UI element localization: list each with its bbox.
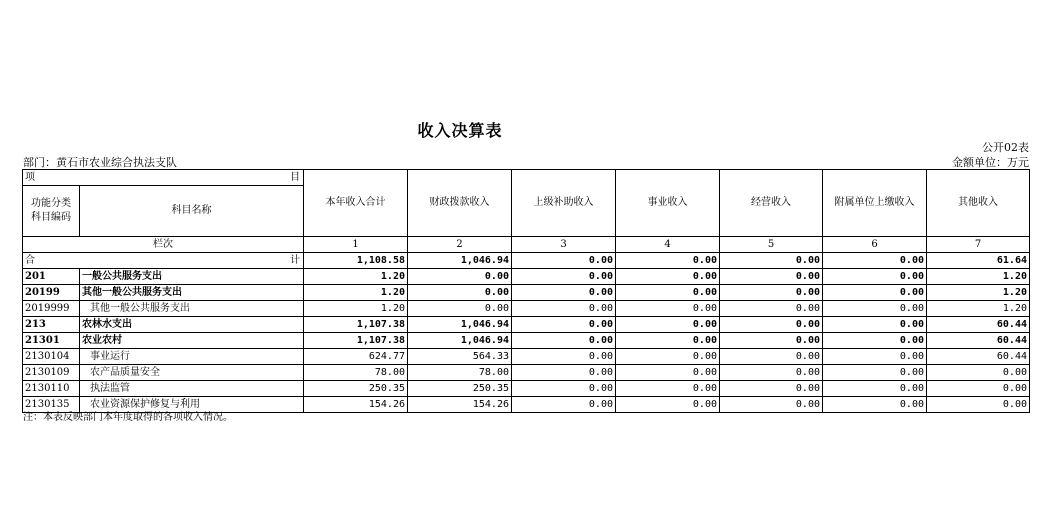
amount-cell: 624.77 bbox=[304, 349, 408, 365]
col-header-4: 事业收入 bbox=[616, 170, 720, 237]
table-row bbox=[23, 285, 1030, 301]
amount-cell: 250.35 bbox=[304, 381, 408, 397]
col-header-3: 上级补助收入 bbox=[512, 170, 616, 237]
table-row bbox=[23, 333, 1030, 349]
amount-cell: 0.00 bbox=[720, 381, 823, 397]
amount-cell: 0.00 bbox=[616, 301, 720, 317]
subject-name-cell: 农产品质量安全 bbox=[80, 365, 304, 381]
total-value: 1,046.94 bbox=[408, 253, 512, 269]
amount-cell: 0.00 bbox=[823, 285, 927, 301]
amount-cell: 1,107.38 bbox=[304, 317, 408, 333]
amount-cell: 60.44 bbox=[927, 349, 1030, 365]
amount-unit-label: 金额单位：万元 bbox=[952, 156, 1029, 169]
amount-cell: 0.00 bbox=[720, 333, 823, 349]
col-header-2: 财政拨款收入 bbox=[408, 170, 512, 237]
subject-name-cell: 一般公共服务支出 bbox=[80, 269, 304, 285]
amount-cell: 1.20 bbox=[304, 285, 408, 301]
report-title: 收入决算表 bbox=[417, 121, 503, 140]
amount-cell: 0.00 bbox=[927, 365, 1030, 381]
table-row bbox=[23, 269, 1030, 285]
amount-cell: 0.00 bbox=[512, 285, 616, 301]
col-header-5: 经营收入 bbox=[720, 170, 823, 237]
amount-cell: 564.33 bbox=[408, 349, 512, 365]
table-row bbox=[23, 349, 1030, 365]
total-label-right: 计 bbox=[290, 254, 300, 266]
total-value: 0.00 bbox=[823, 253, 927, 269]
amount-cell: 60.44 bbox=[927, 333, 1030, 349]
amount-cell: 0.00 bbox=[823, 397, 927, 413]
func-code-cell: 213 bbox=[23, 317, 80, 333]
col-num-2: 2 bbox=[408, 237, 512, 253]
amount-cell: 0.00 bbox=[512, 349, 616, 365]
amount-cell: 78.00 bbox=[304, 365, 408, 381]
amount-cell: 0.00 bbox=[512, 333, 616, 349]
func-code-cell: 2130135 bbox=[23, 397, 80, 413]
amount-cell: 0.00 bbox=[616, 349, 720, 365]
amount-cell: 1.20 bbox=[304, 269, 408, 285]
item-header-right: 目 bbox=[290, 171, 300, 183]
amount-cell: 0.00 bbox=[720, 269, 823, 285]
item-header-cell bbox=[23, 170, 304, 186]
col-num-3: 3 bbox=[512, 237, 616, 253]
amount-cell: 0.00 bbox=[927, 381, 1030, 397]
header-row-item bbox=[23, 170, 1030, 186]
amount-cell: 0.00 bbox=[616, 381, 720, 397]
column-label: 栏次 bbox=[23, 237, 304, 253]
amount-cell: 0.00 bbox=[616, 333, 720, 349]
amount-cell: 1.20 bbox=[304, 301, 408, 317]
amount-cell: 0.00 bbox=[823, 381, 927, 397]
form-number: 公开02表 bbox=[982, 141, 1029, 154]
amount-cell: 0.00 bbox=[512, 301, 616, 317]
total-label-cell bbox=[23, 253, 304, 269]
col-num-1: 1 bbox=[304, 237, 408, 253]
amount-cell: 1,107.38 bbox=[304, 333, 408, 349]
column-number-row bbox=[23, 237, 1030, 253]
income-table bbox=[22, 169, 1030, 413]
subject-name-cell: 事业运行 bbox=[80, 349, 304, 365]
subject-name-cell: 其他一般公共服务支出 bbox=[80, 301, 304, 317]
table-note: 注：本表反映部门本年度取得的各项收入情况。 bbox=[23, 412, 233, 423]
amount-cell: 0.00 bbox=[408, 285, 512, 301]
func-code-header: 功能分类 科目编码 bbox=[23, 186, 80, 237]
col-num-7: 7 bbox=[927, 237, 1030, 253]
amount-cell: 60.44 bbox=[927, 317, 1030, 333]
total-value: 61.64 bbox=[927, 253, 1030, 269]
amount-cell: 1,046.94 bbox=[408, 317, 512, 333]
total-label-left: 合 bbox=[25, 254, 35, 266]
amount-cell: 0.00 bbox=[823, 317, 927, 333]
col-num-5: 5 bbox=[720, 237, 823, 253]
total-row bbox=[23, 253, 1030, 269]
amount-cell: 0.00 bbox=[823, 333, 927, 349]
amount-cell: 0.00 bbox=[823, 301, 927, 317]
amount-cell: 0.00 bbox=[927, 397, 1030, 413]
amount-cell: 1.20 bbox=[927, 301, 1030, 317]
func-code-cell: 21301 bbox=[23, 333, 80, 349]
subject-name-cell: 农林水支出 bbox=[80, 317, 304, 333]
table-row bbox=[23, 317, 1030, 333]
amount-cell: 0.00 bbox=[512, 381, 616, 397]
amount-cell: 0.00 bbox=[720, 285, 823, 301]
department-label: 部门：黄石市农业综合执法支队 bbox=[23, 156, 177, 169]
subject-name-cell: 农业农村 bbox=[80, 333, 304, 349]
amount-cell: 0.00 bbox=[823, 365, 927, 381]
col-num-6: 6 bbox=[823, 237, 927, 253]
amount-cell: 0.00 bbox=[512, 365, 616, 381]
amount-cell: 0.00 bbox=[512, 397, 616, 413]
table-row bbox=[23, 365, 1030, 381]
amount-cell: 0.00 bbox=[512, 269, 616, 285]
amount-cell: 0.00 bbox=[408, 269, 512, 285]
total-value: 1,108.58 bbox=[304, 253, 408, 269]
subject-name-cell: 执法监管 bbox=[80, 381, 304, 397]
total-value: 0.00 bbox=[512, 253, 616, 269]
amount-cell: 0.00 bbox=[408, 301, 512, 317]
func-code-cell: 201 bbox=[23, 269, 80, 285]
total-value: 0.00 bbox=[616, 253, 720, 269]
col-num-4: 4 bbox=[616, 237, 720, 253]
func-code-cell: 2019999 bbox=[23, 301, 80, 317]
amount-cell: 78.00 bbox=[408, 365, 512, 381]
amount-cell: 154.26 bbox=[304, 397, 408, 413]
amount-cell: 0.00 bbox=[720, 349, 823, 365]
func-code-cell: 2130110 bbox=[23, 381, 80, 397]
total-value: 0.00 bbox=[720, 253, 823, 269]
col-header-7: 其他收入 bbox=[927, 170, 1030, 237]
amount-cell: 0.00 bbox=[720, 397, 823, 413]
amount-cell: 0.00 bbox=[616, 397, 720, 413]
func-code-cell: 2130104 bbox=[23, 349, 80, 365]
amount-cell: 0.00 bbox=[720, 301, 823, 317]
amount-cell: 1,046.94 bbox=[408, 333, 512, 349]
amount-cell: 0.00 bbox=[616, 269, 720, 285]
amount-cell: 0.00 bbox=[616, 285, 720, 301]
item-header-left: 项 bbox=[25, 171, 35, 183]
amount-cell: 154.26 bbox=[408, 397, 512, 413]
col-header-6: 附属单位上缴收入 bbox=[823, 170, 927, 237]
amount-cell: 0.00 bbox=[720, 365, 823, 381]
table-row bbox=[23, 301, 1030, 317]
amount-cell: 1.20 bbox=[927, 285, 1030, 301]
amount-cell: 0.00 bbox=[512, 317, 616, 333]
col-header-1: 本年收入合计 bbox=[304, 170, 408, 237]
subject-name-header: 科目名称 bbox=[80, 186, 304, 237]
amount-cell: 0.00 bbox=[823, 349, 927, 365]
amount-cell: 250.35 bbox=[408, 381, 512, 397]
amount-cell: 0.00 bbox=[823, 269, 927, 285]
subject-name-cell: 农业资源保护修复与利用 bbox=[80, 397, 304, 413]
amount-cell: 0.00 bbox=[616, 365, 720, 381]
amount-cell: 0.00 bbox=[616, 317, 720, 333]
func-code-cell: 20199 bbox=[23, 285, 80, 301]
amount-cell: 0.00 bbox=[720, 317, 823, 333]
amount-cell: 1.20 bbox=[927, 269, 1030, 285]
func-code-cell: 2130109 bbox=[23, 365, 80, 381]
table-row bbox=[23, 381, 1030, 397]
subject-name-cell: 其他一般公共服务支出 bbox=[80, 285, 304, 301]
